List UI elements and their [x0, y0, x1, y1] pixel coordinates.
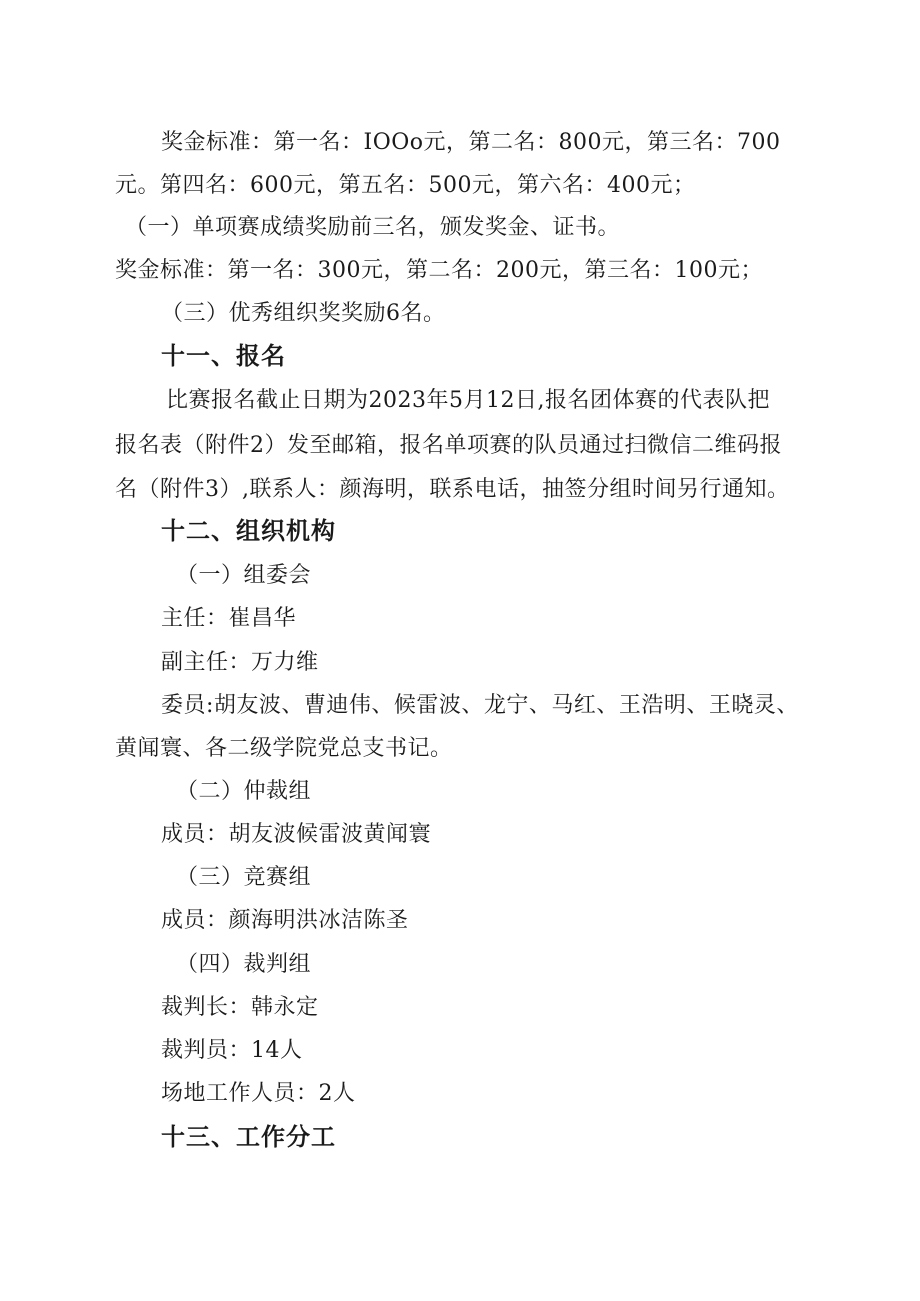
- section-11-heading: 十一、报名: [161, 342, 286, 370]
- single-award-item: （一）单项赛成绩奖励前三名，颁发奖金、证书。: [125, 215, 621, 240]
- registration-para-line-2: 报名表（附件2）发至邮箱，报名单项赛的队员通过扫微信二维码报: [115, 433, 782, 458]
- team-prize-line-2: 元。第四名：600元，第五名：500元，第六名：400元；: [115, 173, 696, 198]
- committee-members-line-2: 黄闻寰、各二级学院党总支书记。: [115, 736, 453, 761]
- competition-members: 成员：颜海明洪冰洁陈圣: [161, 908, 409, 933]
- committee-director: 主任：崔昌华: [161, 606, 297, 631]
- referee-title: （四）裁判组: [176, 952, 312, 977]
- arbitration-members: 成员：胡友波候雷波黄闻寰: [161, 822, 432, 847]
- single-prize-line: 奖金标准：第一名：300元，第二名：200元，第三名：100元；: [115, 258, 763, 283]
- arbitration-title: （二）仲裁组: [176, 779, 312, 804]
- committee-deputy: 副主任：万力维: [161, 650, 319, 675]
- venue-staff-count: 场地工作人员：2人: [161, 1081, 356, 1106]
- competition-title: （三）竞赛组: [176, 865, 312, 890]
- organization-award-item: （三）优秀组织奖奖励6名。: [161, 301, 446, 326]
- section-13-heading: 十三、工作分工: [161, 1123, 336, 1151]
- committee-members-line-1: 委员:胡友波、曹迪伟、候雷波、龙宁、马红、王浩明、王晓灵、: [161, 693, 799, 718]
- section-12-heading: 十二、组织机构: [161, 517, 336, 545]
- committee-title: （一）组委会: [176, 563, 312, 588]
- registration-para-line-3: 名（附件3）,联系人：颜海明，联系电话，抽签分组时间另行通知。: [115, 477, 790, 502]
- referee-count: 裁判员：14人: [161, 1038, 303, 1063]
- team-prize-line-1: 奖金标准：第一名：IOOo元，第二名：800元，第三名：700: [161, 130, 781, 155]
- registration-para-line-1: 比赛报名截止日期为2023年5月12日,报名团体赛的代表队把: [166, 388, 770, 413]
- referee-chief: 裁判长：韩永定: [161, 995, 319, 1020]
